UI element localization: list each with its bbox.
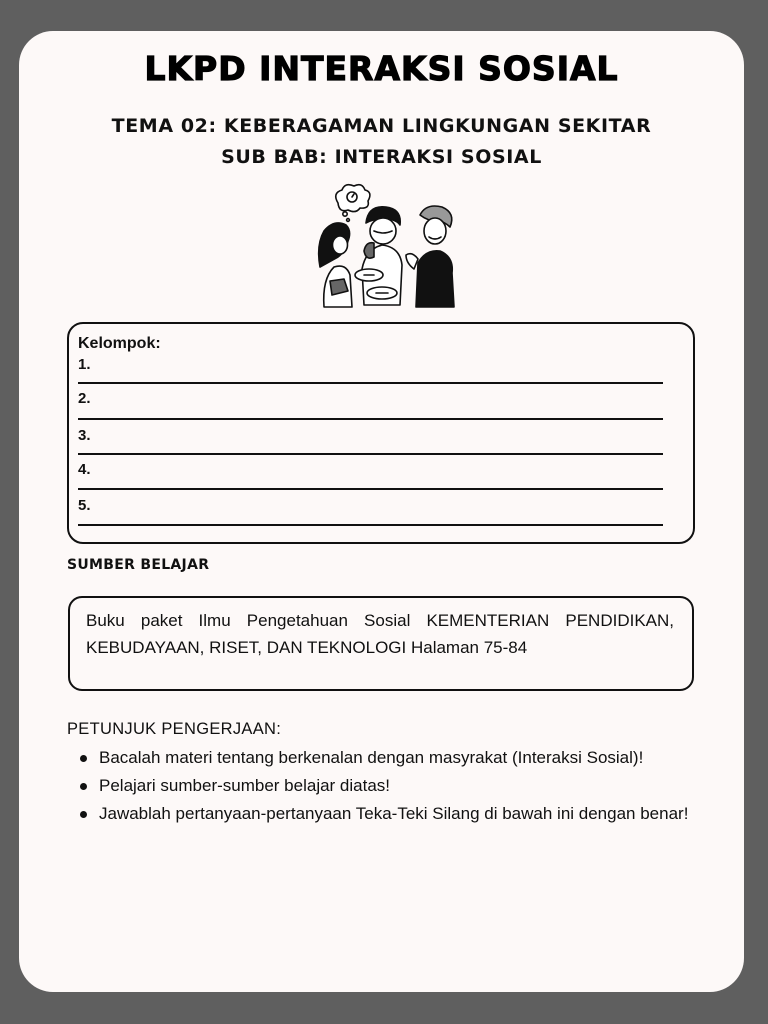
member-number: 3. — [78, 427, 91, 444]
list-item — [77, 772, 696, 799]
member-line[interactable] — [78, 382, 663, 384]
bullet-icon — [80, 811, 87, 818]
group-members-box — [67, 322, 695, 544]
people-talking-illustration — [302, 181, 462, 311]
group-label: Kelompok: — [78, 335, 161, 352]
theme-heading: TEMA 02: KEBERAGAMAN LINGKUNGAN SEKITAR — [111, 115, 652, 137]
sources-label: SUMBER BELAJAR — [67, 557, 210, 573]
member-line[interactable] — [78, 418, 663, 420]
bullet-icon — [80, 783, 87, 790]
page-title: LKPD INTERAKSI SOSIAL — [144, 49, 619, 88]
instructions-list — [77, 744, 696, 828]
sources-text: Buku paket Ilmu Pengetahuan Sosial KEMENTERIAN PENDIDIKAN, KEBUDAYAAN, RISET, DAN TEKNOLOGI Halaman 75-84 — [86, 611, 674, 657]
member-line[interactable] — [78, 488, 663, 490]
bullet-icon — [80, 755, 87, 762]
list-item — [77, 800, 696, 827]
member-number: 2. — [78, 390, 91, 407]
instruction-text: Jawablah pertanyaan-pertanyaan Teka-Teki Silang di bawah ini dengan benar! — [99, 804, 689, 823]
list-item — [77, 744, 696, 771]
instruction-text: Pelajari sumber-sumber belajar diatas! — [99, 776, 391, 795]
instructions-label: PETUNJUK PENGERJAAN: — [67, 720, 282, 738]
member-number: 4. — [78, 461, 91, 478]
worksheet-page — [19, 31, 744, 992]
member-number: 5. — [78, 497, 91, 514]
sources-box — [68, 596, 694, 691]
member-number: 1. — [78, 356, 91, 373]
member-line[interactable] — [78, 524, 663, 526]
instruction-text: Bacalah materi tentang berkenalan dengan masyrakat (Interaksi Sosial)! — [99, 748, 644, 767]
sub-chapter-heading: SUB BAB: INTERAKSI SOSIAL — [221, 146, 542, 168]
member-line[interactable] — [78, 453, 663, 455]
